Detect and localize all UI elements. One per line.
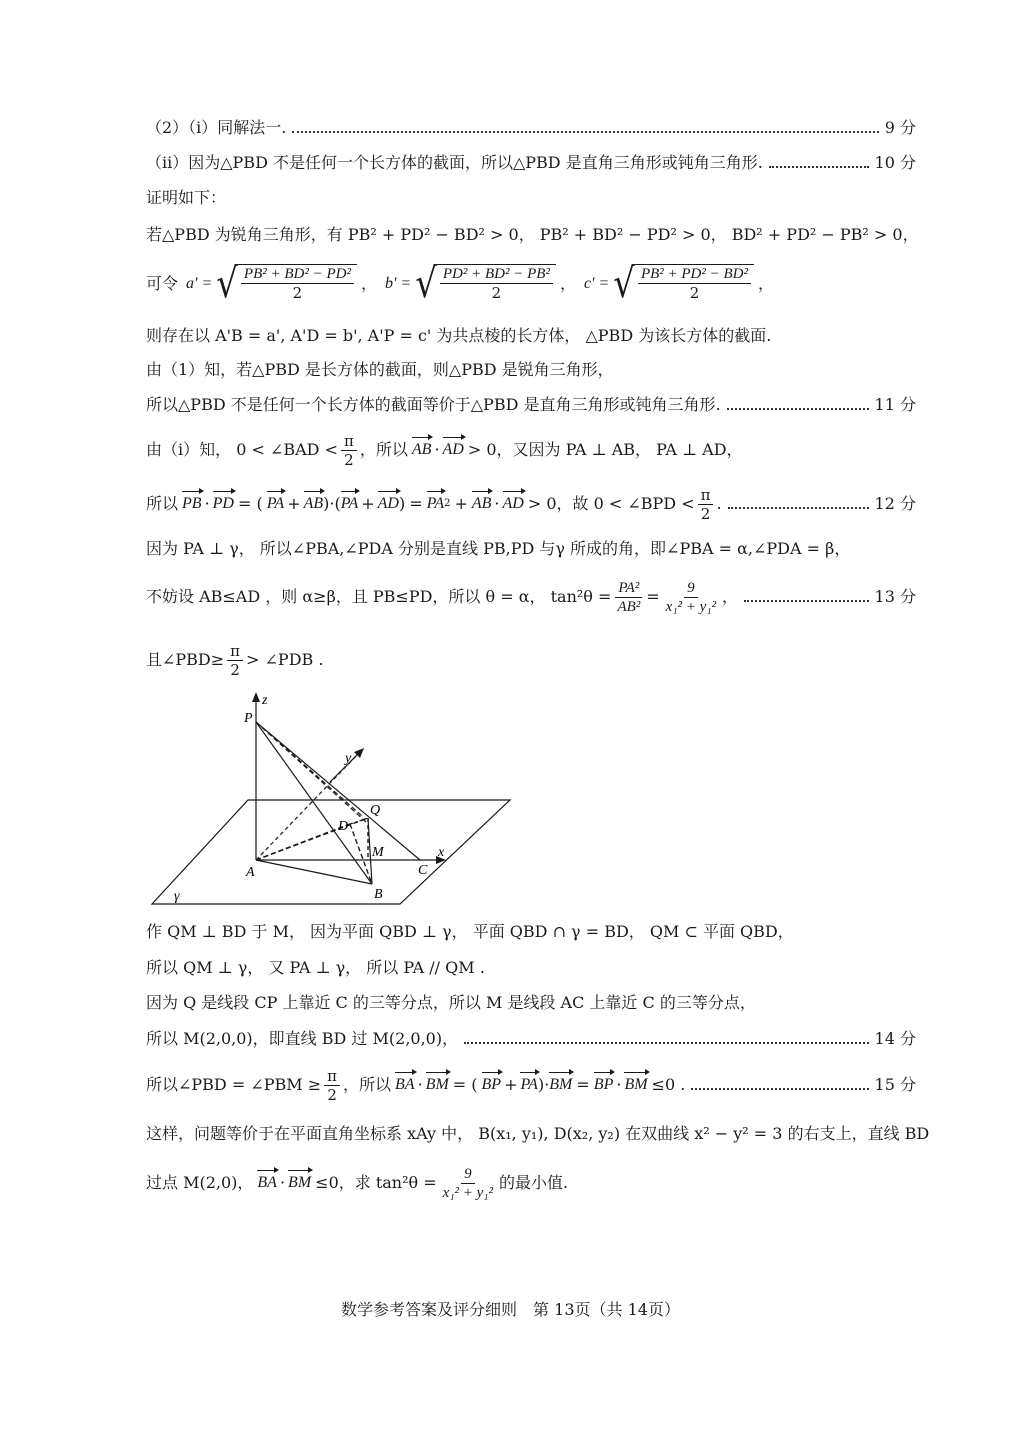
line-4: 若△PBD 为锐角三角形，有 PB² + PD² − BD² > 0， PB² + BD² − PD² > 0， BD² + PD² − PB² > 0， [146,225,919,244]
line-5: 可令 a' = √ $\frac{\text{PB² + BD² − PD²}}{2}$ ， b' = √ $\frac{\text{PD² + BD² − PB²}}{2}$ ， c' = √ $\frac{\text{PB² + PD² − BD²}}{2}$ ， [146,260,775,308]
sqrt-a: √ $\frac{\text{PB² + BD² − PD²}}{2}$ [216,264,357,304]
label-P: P [244,711,253,726]
pi-over-2: $\frac{\pi}{2}$ [227,642,243,679]
score: 13 分 [874,587,916,606]
z-arrow-icon [252,692,260,702]
page-footer: 数学参考答案及评分细则 第 13页（共 14页） [341,1300,680,1319]
label-y: y [345,751,352,766]
line-17: 所以 M(2,0,0)，即直线 BD 过 M(2,0,0)， 14 分 [146,1027,916,1051]
label-z: z [262,693,268,708]
dot-leader [728,507,869,509]
score: 11 分 [874,395,916,414]
frac-9: $\frac{9}{\text{x₁² + y₁²}}$ [665,579,717,615]
line-1: （2）（i）同解法一. 9 分 [146,116,916,140]
dot-leader [727,408,869,410]
line-20: 过点 M(2,0)， BA · BM ≤0，求 tan²θ = $\frac{9}{\text{x₁² + y₁²}}$ 的最小值. [146,1165,569,1201]
line-9: 由（i）知， 0 < ∠BAD < $\frac{\pi}{2}$ ，所以 AB · AD > 0，又因为 PA ⊥ AB， PA ⊥ AD， [146,431,743,469]
sqrt-b: √ $\frac{\text{PD² + BD² − PB²}}{2}$ [415,264,556,304]
label-x: x [438,845,445,860]
score: 12 分 [874,494,916,513]
label-A: A [246,865,255,880]
line-3: 证明如下： [146,188,227,207]
score: 9 分 [884,118,916,137]
label-C: C [418,863,428,878]
line-15: 所以 QM ⊥ γ， 又 PA ⊥ γ， 所以 PA // QM . [146,958,485,977]
pi-over-2: $\frac{\pi}{2}$ [341,432,357,469]
line-8: 所以△PBD 不是任何一个长方体的截面等价于△PBD 是直角三角形或钝角三角形. 11 分 [146,393,916,417]
plane-gamma [152,800,510,904]
line-6: 则存在以 A'B = a', A'D = b', A'P = c' 为共点棱的长方体， △PBD 为该长方体的截面. [146,326,772,345]
line-2: （ii）因为△PBD 不是任何一个长方体的截面，所以△PBD 是直角三角形或钝角三角形. 10 分 [146,151,916,175]
pi-over-2: $\frac{\pi}{2}$ [698,486,714,523]
line-14: 作 QM ⊥ BD 于 M， 因为平面 QBD ⊥ γ， 平面 QBD ∩ γ = BD， QM ⊂ 平面 QBD， [146,922,794,941]
dot-leader [292,131,878,133]
dot-leader [464,1042,868,1044]
line-11: 因为 PA ⊥ γ， 所以∠PBA,∠PDA 分别是直线 PB,PD 与γ 所成的角，即∠PBA = α,∠PDA = β， [146,539,851,558]
line-10: 所以 PB · PD = ( PA + AB )·( PA + AD ) = PA 2 + AB · AD > 0，故 0 < ∠BPD < $\frac{\pi}{2}$ . 12 分 [146,485,916,523]
label-B: B [374,887,383,902]
line-16: 因为 Q 是线段 CP 上靠近 C 的三等分点，所以 M 是线段 AC 上靠近 C 的三等分点， [146,993,756,1012]
score: 10 分 [874,153,916,172]
sqrt-c: √ $\frac{\text{PB² + PD² − BD²}}{2}$ [613,264,754,304]
dot-leader [691,1088,868,1090]
score: 14 分 [874,1029,916,1048]
label-Q: Q [370,803,381,818]
label-M: M [372,845,384,860]
score: 15 分 [874,1075,916,1094]
frac-pa-ab: $\frac{\text{PA²}}{\text{AB²}}$ [614,579,643,616]
line-18: 所以∠PBD = ∠PBM ≥ $\frac{\pi}{2}$ ，所以 BA · BM = ( BP + PA )· BM = BP · BM ≤0 . 15 分 [146,1066,916,1104]
label-D: D [338,819,349,834]
line-12: 不妨设 AB≤AD ，则 α≥β，且 PB≤PD，所以 θ = α， tan²θ = $\frac{\text{PA²}}{\text{AB²}}$ = $\frac{9}{\text{x₁² + y₁²}}$ ， 13 分 [146,579,916,615]
pi-over-2: $\frac{\pi}{2}$ [324,1067,340,1104]
dot-leader [769,166,869,168]
geometry-figure [140,686,520,916]
label-gamma: γ [174,889,180,904]
line-19: 这样，问题等价于在平面直角坐标系 xAy 中， B(x₁, y₁), D(x₂, y₂) 在双曲线 x² − y² = 3 的右支上，直线 BD [146,1124,930,1143]
line-7: 由（1）知，若△PBD 是长方体的截面，则△PBD 是锐角三角形， [146,360,614,379]
line-13: 且∠PBD≥ $\frac{\pi}{2}$ > ∠PDB . [146,641,324,679]
frac-9: $\frac{9}{\text{x₁² + y₁²}}$ [442,1165,494,1201]
dot-leader [744,600,868,602]
